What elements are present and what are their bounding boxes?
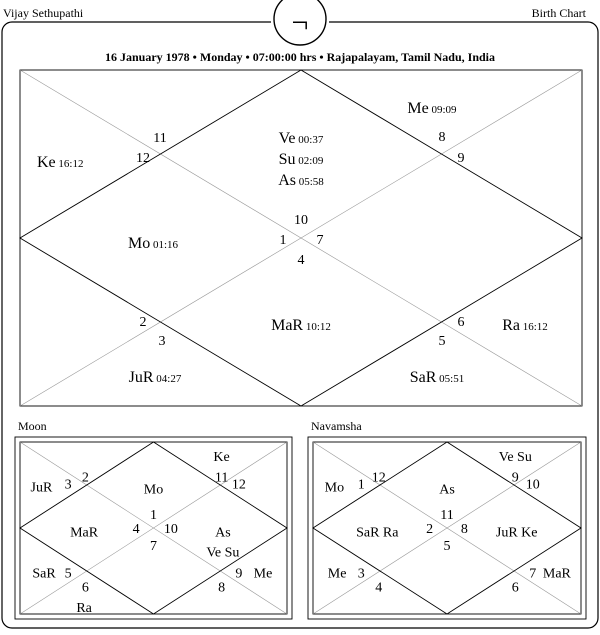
planet-label: Ra [76, 601, 92, 617]
house-sign-number: 5 [438, 334, 446, 349]
house-sign-number: 12 [136, 151, 150, 166]
house-sign-number: 6 [81, 580, 89, 596]
planet-abbr: MaR [271, 317, 304, 334]
planet-label: Ke [213, 449, 230, 465]
house-sign-number: 6 [457, 315, 465, 330]
house-sign-number: 5 [443, 539, 451, 555]
house-sign-number: 11 [440, 508, 454, 524]
moon-chart-title: Moon [18, 419, 47, 433]
house-sign-number: 1 [279, 233, 287, 248]
house-sign-number: 9 [235, 566, 243, 582]
planet-label: MaR [542, 566, 571, 582]
planet-abbr: Ve [278, 130, 296, 147]
planet-degree: 04:27 [156, 373, 182, 385]
navamsha-chart [308, 419, 586, 619]
house-sign-number: 8 [460, 522, 468, 537]
house-sign-number: 9 [457, 151, 465, 166]
planet-abbr: Ra [502, 317, 520, 334]
house-sign-number: 2 [139, 315, 147, 330]
planet-abbr: Su [278, 151, 296, 168]
house-sign-number: 3 [64, 477, 72, 493]
chart-title: Birth Chart [531, 6, 586, 20]
planet-abbr: JuR [128, 369, 154, 386]
planet-entry [279, 130, 324, 147]
planet-entry [128, 235, 179, 252]
planet-entry [502, 317, 548, 334]
planet-degree: 09:09 [431, 104, 457, 116]
house-sign-number: 2 [81, 470, 89, 486]
planet-degree: 05:51 [439, 373, 465, 385]
planet-label: SaR Ra [356, 525, 399, 541]
planet-label: Mo [324, 480, 345, 496]
house-sign-number: 4 [297, 253, 305, 268]
planet-label: MaR [70, 525, 99, 541]
house-sign-number: 7 [529, 566, 537, 582]
house-sign-number: 10 [525, 477, 540, 493]
house-sign-number: 10 [294, 213, 308, 228]
navamsha-chart-title: Navamsha [311, 419, 362, 433]
person-name: Vijay Sethupathi [3, 6, 84, 20]
planet-degree: 01:16 [152, 239, 179, 251]
planet-abbr: As [278, 172, 296, 189]
planet-entry [410, 369, 464, 386]
house-sign-number: 8 [218, 580, 226, 596]
birth-chart [20, 70, 582, 406]
house-sign-number: 1 [357, 477, 365, 493]
house-sign-number: 3 [158, 334, 166, 349]
planet-entry [37, 154, 83, 171]
planet-label: Me [253, 566, 273, 582]
house-sign-number: 5 [64, 566, 72, 582]
planet-label: As [439, 482, 455, 498]
planet-abbr: Mo [127, 235, 151, 252]
planet-label: JuR [30, 480, 53, 496]
house-sign-number: 10 [163, 522, 178, 537]
planet-degree: 05:58 [298, 176, 324, 188]
planet-label: Ve Su [206, 545, 240, 561]
planet-abbr: Ke [37, 154, 56, 171]
planet-entry [271, 317, 331, 334]
house-sign-number: 12 [371, 470, 386, 486]
house-sign-number: 4 [375, 580, 383, 596]
planet-degree: 02:09 [298, 155, 324, 167]
house-sign-number: 8 [438, 130, 446, 145]
logo-emblem [271, 0, 329, 45]
house-sign-number: 2 [426, 522, 434, 537]
planet-degree: 00:37 [298, 134, 324, 146]
planet-degree: 10:12 [305, 321, 331, 333]
house-sign-number: 12 [231, 477, 246, 493]
house-sign-number: 7 [150, 539, 157, 555]
house-sign-number: 9 [511, 470, 519, 486]
planet-abbr: Me [407, 100, 429, 117]
planet-abbr: SaR [409, 369, 437, 386]
logo-glyph: ¬ [291, 6, 309, 39]
planet-label: Ve Su [498, 449, 532, 465]
planet-degree: 16:12 [522, 321, 548, 333]
house-sign-number: 11 [214, 470, 229, 486]
house-sign-number: 1 [150, 508, 157, 524]
planet-label: Me [327, 566, 347, 582]
planet-label: JuR Ke [495, 525, 538, 541]
planet-label: Mo [143, 482, 164, 498]
planet-label: As [215, 525, 231, 541]
house-sign-number: 7 [316, 233, 324, 248]
planet-entry [407, 100, 457, 117]
planet-entry [129, 369, 182, 386]
planet-label: SaR [32, 566, 56, 582]
planet-entry [279, 151, 324, 168]
house-sign-number: 11 [153, 131, 167, 146]
house-sign-number: 3 [357, 566, 365, 582]
planet-entry [278, 172, 324, 189]
birth-details: 16 January 1978 • Monday • 07:00:00 hrs • Rajapalayam, Tamil Nadu, India [105, 50, 495, 64]
planet-degree: 16:12 [58, 158, 84, 170]
house-sign-number: 6 [511, 580, 519, 596]
house-sign-number: 4 [132, 522, 140, 537]
moon-chart [15, 419, 292, 619]
